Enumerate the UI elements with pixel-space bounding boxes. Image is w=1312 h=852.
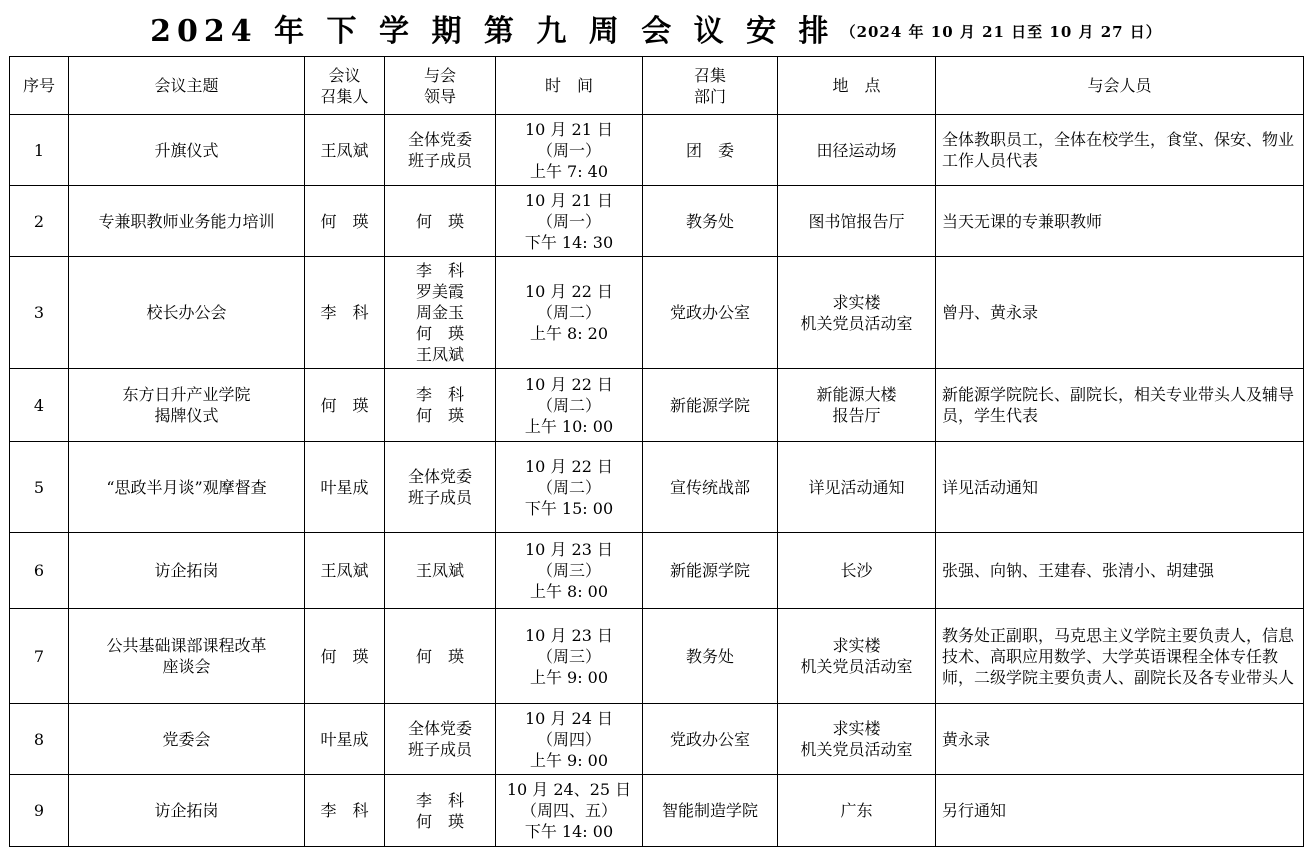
cell-topic: 专兼职教师业务能力培训 <box>69 186 305 257</box>
cell-topic: 校长办公会 <box>69 257 305 369</box>
table-header-row <box>10 57 1304 115</box>
cell-dept: 团 委 <box>643 115 778 186</box>
cell-leaders: 何 瑛 <box>385 609 496 704</box>
cell-dept: 党政办公室 <box>643 257 778 369</box>
cell-attendees: 教务处正副职，马克思主义学院主要负责人，信息技术、高职应用数学、大学英语课程全体专任教师，二级学院主要负责人、副院长及各专业带头人 <box>936 609 1304 704</box>
table-row <box>10 115 1304 186</box>
cell-time: 10 月 21 日 （周一） 下午 14: 30 <box>496 186 643 257</box>
cell-no: 4 <box>10 369 69 442</box>
header-dept: 召集 部门 <box>643 57 778 115</box>
cell-place: 求实楼 机关党员活动室 <box>778 257 936 369</box>
cell-time: 10 月 22 日 （周二） 上午 8: 20 <box>496 257 643 369</box>
cell-attendees: 详见活动通知 <box>936 442 1304 533</box>
cell-attendees: 当天无课的专兼职教师 <box>936 186 1304 257</box>
cell-time: 10 月 23 日 （周三） 上午 9: 00 <box>496 609 643 704</box>
cell-leaders: 王凤斌 <box>385 533 496 609</box>
cell-leaders: 李 科 何 瑛 <box>385 775 496 847</box>
cell-convener: 李 科 <box>305 775 385 847</box>
cell-convener: 何 瑛 <box>305 369 385 442</box>
cell-place: 广东 <box>778 775 936 847</box>
header-place: 地 点 <box>778 57 936 115</box>
table-row <box>10 257 1304 369</box>
cell-attendees: 新能源学院院长、副院长，相关专业带头人及辅导员，学生代表 <box>936 369 1304 442</box>
cell-leaders: 全体党委 班子成员 <box>385 704 496 775</box>
cell-place: 求实楼 机关党员活动室 <box>778 609 936 704</box>
cell-convener: 王凤斌 <box>305 115 385 186</box>
table-row <box>10 775 1304 847</box>
cell-topic: 访企拓岗 <box>69 533 305 609</box>
cell-attendees: 张强、向钠、王建春、张清小、胡建强 <box>936 533 1304 609</box>
cell-attendees: 全体教职员工，全体在校学生，食堂、保安、物业工作人员代表 <box>936 115 1304 186</box>
cell-leaders: 全体党委 班子成员 <box>385 115 496 186</box>
cell-time: 10 月 23 日 （周三） 上午 8: 00 <box>496 533 643 609</box>
table-row <box>10 533 1304 609</box>
cell-convener: 叶星成 <box>305 704 385 775</box>
cell-time: 10 月 21 日 （周一） 上午 7: 40 <box>496 115 643 186</box>
document-title: 2024 年 下 学 期 第 九 周 会 议 安 排 <box>150 14 835 49</box>
cell-convener: 叶星成 <box>305 442 385 533</box>
cell-topic: 访企拓岗 <box>69 775 305 847</box>
cell-dept: 宣传统战部 <box>643 442 778 533</box>
cell-dept: 智能制造学院 <box>643 775 778 847</box>
cell-no: 9 <box>10 775 69 847</box>
cell-time: 10 月 22 日 （周二） 下午 15: 00 <box>496 442 643 533</box>
cell-leaders: 全体党委 班子成员 <box>385 442 496 533</box>
table-row <box>10 704 1304 775</box>
header-topic: 会议主题 <box>69 57 305 115</box>
table-row <box>10 442 1304 533</box>
cell-convener: 何 瑛 <box>305 186 385 257</box>
cell-topic: 升旗仪式 <box>69 115 305 186</box>
header-time: 时 间 <box>496 57 643 115</box>
cell-topic: 公共基础课部课程改革 座谈会 <box>69 609 305 704</box>
cell-leaders: 何 瑛 <box>385 186 496 257</box>
table-row <box>10 186 1304 257</box>
cell-time: 10 月 24、25 日 （周四、五） 下午 14: 00 <box>496 775 643 847</box>
cell-no: 8 <box>10 704 69 775</box>
cell-dept: 新能源学院 <box>643 533 778 609</box>
cell-time: 10 月 24 日 （周四） 上午 9: 00 <box>496 704 643 775</box>
cell-attendees: 黄永录 <box>936 704 1304 775</box>
cell-place: 求实楼 机关党员活动室 <box>778 704 936 775</box>
cell-convener: 李 科 <box>305 257 385 369</box>
cell-no: 7 <box>10 609 69 704</box>
document-header <box>0 0 1312 56</box>
cell-no: 1 <box>10 115 69 186</box>
cell-no: 6 <box>10 533 69 609</box>
header-leaders: 与会 领导 <box>385 57 496 115</box>
cell-place: 详见活动通知 <box>778 442 936 533</box>
cell-topic: 党委会 <box>69 704 305 775</box>
cell-dept: 教务处 <box>643 186 778 257</box>
cell-leaders: 李 科 何 瑛 <box>385 369 496 442</box>
cell-attendees: 另行通知 <box>936 775 1304 847</box>
cell-topic: 东方日升产业学院 揭牌仪式 <box>69 369 305 442</box>
cell-dept: 教务处 <box>643 609 778 704</box>
cell-dept: 新能源学院 <box>643 369 778 442</box>
cell-convener: 何 瑛 <box>305 609 385 704</box>
header-no: 序号 <box>10 57 69 115</box>
cell-place: 长沙 <box>778 533 936 609</box>
cell-no: 2 <box>10 186 69 257</box>
cell-time: 10 月 22 日 （周二） 上午 10: 00 <box>496 369 643 442</box>
cell-attendees: 曾丹、黄永录 <box>936 257 1304 369</box>
cell-place: 田径运动场 <box>778 115 936 186</box>
cell-convener: 王凤斌 <box>305 533 385 609</box>
cell-dept: 党政办公室 <box>643 704 778 775</box>
cell-no: 5 <box>10 442 69 533</box>
cell-leaders: 李 科 罗美霞 周金玉 何 瑛 王凤斌 <box>385 257 496 369</box>
table-row <box>10 609 1304 704</box>
cell-place: 图书馆报告厅 <box>778 186 936 257</box>
document-subtitle: （2024 年 10 月 21 日至 10 月 27 日） <box>840 22 1162 41</box>
cell-no: 3 <box>10 257 69 369</box>
header-convener: 会议 召集人 <box>305 57 385 115</box>
cell-topic: “思政半月谈”观摩督查 <box>69 442 305 533</box>
header-attendees: 与会人员 <box>936 57 1304 115</box>
meeting-schedule-table <box>9 56 1304 847</box>
table-row <box>10 369 1304 442</box>
cell-place: 新能源大楼 报告厅 <box>778 369 936 442</box>
